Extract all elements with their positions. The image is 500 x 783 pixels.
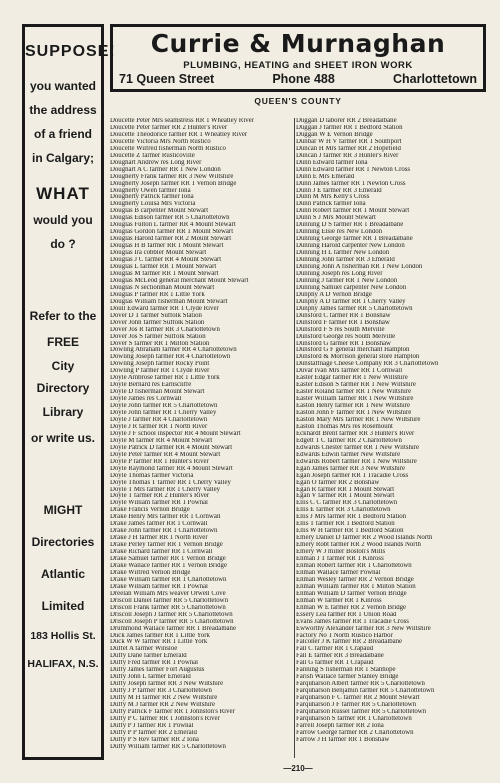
directory-entry: Doucette Peter Mrs seamstress RR 1 Wheatley River: [110, 118, 254, 124]
sidebar-line: Atlantic: [40, 567, 85, 581]
directory-entry: Easter Roland farmer RR 1 New Wiltshire: [296, 389, 412, 396]
directory-entry: Dover Jos R farmer RR 3 Charlottetown: [110, 326, 220, 333]
directory-entry: Dunning J farmer RR 1 New London: [296, 277, 398, 284]
directory-entry: Doughart A C farmer RR 1 New London: [110, 166, 221, 173]
directory-entry: Emery Daniel D farmer RR 2 Wood Islands North: [296, 535, 433, 542]
directory-entry: Dunphy James farmer RR 5 Charlottetown: [296, 305, 413, 312]
directory-entry: Douglas L farmer RR 1 Mount Stewart: [110, 264, 217, 271]
directory-entry: Doyle D fisherman Mount Stewart: [110, 389, 205, 396]
directory-entry: Easter William farmer RR 1 New Wiltshire: [296, 396, 414, 403]
directory-entry: Douglas N sectionman Mount Stewart: [110, 284, 215, 291]
sidebar-line: Library: [42, 405, 84, 419]
directory-entry: Douglas McLeod general merchant Mount Stewart: [110, 277, 249, 284]
banner-city: Charlottetown: [392, 72, 477, 86]
directory-entry: Emery W J miller Boston's Mills: [296, 549, 386, 556]
directory-entry: Edgett T C farmer RR 2 Charlottetown: [296, 437, 402, 444]
directory-entry: Doyle Thomas farmer Victoria: [110, 472, 194, 479]
directory-entry: Driscoll Joseph P farmer RR 5 Charlottetown: [110, 618, 234, 625]
directory-entry: Dunsford G farmer RR 1 Bonshaw: [296, 340, 391, 347]
sidebar-advertisement: [22, 24, 116, 760]
directory-entry: Doyle J farmer RR 4 Charlottetown: [110, 416, 208, 423]
banner-phone: Phone 488: [272, 72, 335, 86]
directory-entry: Drake John farmer RR 1 Charlottetown: [110, 528, 218, 535]
directory-entry: Enman Robert farmer RR 1 Charlottetown: [296, 563, 412, 569]
directory-entry: Farrow George farmer RR 2 Charlottetown: [296, 729, 414, 736]
directory-entry: Duffy P J farmer RR 1 Pownal: [110, 722, 194, 729]
column-divider: [294, 118, 295, 758]
directory-entry: Enman W farmer RR 1 Kinross: [296, 597, 382, 604]
directory-entry: Doucette Wilfred fisherman North Rustico: [110, 145, 226, 152]
directory-entry: Driscoll Joseph J farmer RR 5 Charlottetown: [110, 611, 233, 618]
directory-entry: Egan V farmer RR 1 Mount Stewart: [296, 493, 395, 500]
directory-entry: Dowling P farmer RR 1 Clyde River: [110, 368, 210, 375]
directory-entry: Easton Thomas Mrs res Rosemount: [296, 423, 393, 430]
directory-entry: Dunsford F farmer RR 1 Bonshaw: [296, 319, 390, 326]
directory-entry: Dunsford C farmer RR 1 Bonshaw: [296, 312, 391, 319]
directory-entry: Duffy Fred farmer RR 1 Pownal: [110, 660, 199, 667]
directory-entry: Duffy Joseph farmer RR 3 New Wiltshire: [110, 681, 224, 688]
directory-entry: Farquharson Albert farmer RR 5 Charlottetown: [296, 681, 425, 688]
directory-entry: Edwards Edwin farmer New Wiltshire: [296, 451, 401, 458]
directory-entry: Easter Edgar farmer RR 1 New Wiltshire: [296, 375, 408, 382]
directory-entry: Dunsford G F general merchant Hampton: [296, 347, 410, 354]
directory-entry: Dunn Patrick farmer Iona: [296, 201, 366, 208]
banner-title: Currie & Murnaghan: [150, 29, 446, 58]
banner-contact-row: [119, 72, 477, 86]
directory-entry: Egan O farmer RR 2 Bonshaw: [296, 479, 380, 486]
directory-entry: Douglas B carpenter Mount Stewart: [110, 208, 209, 215]
directory-entry: Farrell Joseph farmer RR 2 Iona: [296, 722, 384, 729]
directory-entry: Doyle John farmer RR 1 Cherry Valley: [110, 410, 217, 417]
directory-entry: Douglas Ira cobbler Mount Stewart: [110, 250, 207, 257]
directory-entry: Enman J T farmer RR 1 Kinross: [296, 556, 384, 563]
directory-entry: Farrow J H farmer RR 1 Bonshaw: [296, 736, 390, 743]
directory-entry: Edwards Robert farmer RR 1 New Wiltshire: [296, 458, 417, 465]
sidebar-line: WHAT: [36, 184, 90, 203]
directory-entry: Douglas P farmer RR 1 Little York: [110, 291, 205, 298]
directory-entry: Drake Wilfred Vernon Bridge: [110, 569, 191, 576]
directory-entry: Dunphy A D Vernon Bridge: [296, 291, 372, 298]
directory-entry: Dunning D S farmer RR 1 Breadalbane: [296, 222, 404, 229]
directory-entry: Dougherty Louisa Mrs Victoria: [110, 201, 196, 208]
directory-entry: Doull Edward farmer RR 1 Clyde River: [110, 305, 219, 312]
sidebar-line: HALIFAX, N.S.: [27, 658, 99, 670]
directory-entry: Duffy P S Rev farmer RR 2 Iona: [110, 736, 199, 743]
directory-entry: Dover Jos S farmer Suffolk Station: [110, 333, 206, 340]
directory-entry: Doyle Thomas T farmer RR 1 Cherry Valley: [110, 479, 231, 486]
directory-entry: Douglas M farmer RR 1 Mount Stewart: [110, 270, 219, 277]
directory-entry: Douglas Gordon farmer RR 1 Mount Stewart: [110, 229, 234, 236]
directory-entry: Dunning Joseph res Long River: [296, 270, 383, 277]
sidebar-line: do ?: [50, 237, 76, 251]
directory-entry: Douglas H B farmer RR 1 Mount Stewart: [110, 243, 224, 250]
directory-entry: Falconer J K farmer RR 2 Breadalbane: [296, 639, 403, 646]
directory-entry: Easton John F farmer RR 1 New Wiltshire: [296, 410, 412, 417]
directory-entry: Easton Mary Mrs farmer RR 1 New Wiltshire: [296, 416, 421, 423]
directory-entry: Drake Samuel farmer RR 1 Vernon Bridge: [110, 556, 226, 563]
directory-entry: Easton Henry farmer RR 1 New Wiltshire: [296, 403, 410, 410]
directory-entry: Farquharson Benjamin farmer RR 5 Charlottetown: [296, 688, 435, 695]
directory-entry: Easter Edison S farmer RR 1 New Wiltshire: [296, 382, 416, 389]
directory-entry: Duffy Dane farmer Emerald: [110, 653, 187, 660]
directory-entry: Dunsford F S res South Melville: [296, 326, 385, 333]
directory-entry: Doyle James res Cornwall: [110, 396, 182, 403]
directory-entry: Dunn Edward farmer RR 1 Newton Cross: [296, 166, 411, 173]
directory-entry: Drake Francis Vernon Bridge: [110, 507, 190, 514]
directory-entry: Doyle Patrick D farmer RR 4 Mount Stewart: [110, 444, 233, 451]
directory-entry: Duffy James farmer Fort Augustus: [110, 667, 205, 674]
directory-entry: Doughart Andrew res Long River: [110, 159, 202, 166]
directory-entry: Dunning John A fisherman RR 1 New London: [296, 264, 423, 271]
directory-entry: Driscoll Frank farmer RR 5 Charlottetown: [110, 604, 226, 611]
directory-entry: Drake Richard farmer RR 1 Cornwall: [110, 549, 213, 556]
directory-entry: Duffy P C farmer RR 1 Johnston's River: [110, 715, 220, 722]
directory-entry: Dunn J E farmer RR 3 Emerald: [296, 187, 382, 194]
directory-entry: Dunn S J Mrs Mount Stewart: [296, 215, 376, 222]
directory-entry: Duffy William farmer RR 5 Charlottetown: [110, 743, 226, 750]
directory-entry: Enman William farmer RR 1 Milton Station: [296, 583, 416, 590]
directory-entry: Dougherty Owen farmer Iona: [110, 187, 191, 194]
sidebar-line: the address: [29, 103, 97, 117]
directory-entry: Dunn E Mrs Emerald: [296, 173, 355, 180]
directory-entry: Doucette Peter farmer RR 2 Hunter's River: [110, 124, 228, 131]
directory-entry: Ellis T farmer RR 1 Bedford Station: [296, 521, 395, 528]
directory-entry: Dunning Samuel carpenter New London: [296, 284, 407, 291]
sidebar-line: or write us.: [30, 431, 95, 445]
directory-entry: Enman William D farmer Vernon Bridge: [296, 590, 407, 597]
directory-entry: Duncan H Mrs farmer RR 2 Hopefield: [296, 145, 401, 152]
directory-entry: Egan Joseph farmer RR 1 Tracadie Cross: [296, 472, 409, 479]
directory-entry: Duffy P P farmer RR 2 Emerald: [110, 729, 197, 736]
sidebar-line: MIGHT: [43, 503, 83, 517]
directory-entry: Ellis W H farmer RR 1 Bedford Station: [296, 528, 404, 535]
directory-entry: Doyle P farmer RR 1 Hunter's River: [110, 458, 209, 465]
directory-entry: Doyle T farmer RR 2 Hunter's River: [110, 493, 210, 500]
county-heading: QUEEN'S COUNTY: [254, 96, 342, 106]
directory-entry: Dunning Harold carpenter New London: [296, 243, 405, 250]
directory-entry: Fall G farmer RR 1 Crapaud: [296, 660, 374, 667]
directory-entry: Duffy Patrick F farmer RR 1 Johnston's River: [110, 709, 235, 716]
directory-entry: Drake James farmer RR 1 Cornwall: [110, 521, 208, 528]
directory-entry: Fanning S fisherman RR 1 Stanhope: [296, 667, 396, 674]
directory-entry: Doyle Raymond farmer RR 4 Mount Stewart: [110, 465, 233, 472]
directory-entry: Dougherty Frank farmer RR 3 New Wiltshire: [110, 173, 234, 180]
directory-entry: Dunn Edward farmer Iona: [296, 159, 368, 166]
sidebar-line: Directories: [31, 535, 95, 549]
directory-entry: Fall C farmer RR 1 Crapaud: [296, 646, 374, 653]
directory-entry: Farquharson J F farmer RR 5 Charlottetown: [296, 702, 417, 709]
directory-entry: Factory No 1 North Rustico Harbor: [296, 632, 393, 639]
directory-entry: Doyle John farmer RR 5 Charlottetown: [110, 403, 218, 410]
directory-entry: Dougherty Patrick farmer Iona: [110, 194, 194, 201]
sidebar-line: 183 Hollis St.: [30, 630, 96, 642]
directory-entry: Dowling Joseph farmer RR 4 Charlottetown: [110, 354, 231, 361]
directory-entry: Dowling Joseph farmer Rocky Point: [110, 361, 210, 368]
directory-entry: Farish Wallace farmer Stanley Bridge: [296, 674, 399, 681]
directory-entry: Doucette Theodorice farmer RR 1 Wheatley River: [110, 131, 248, 138]
sidebar-line: Refer to the: [29, 309, 97, 323]
directory-entry: Dunstaffnage Cheese Company RR 3 Charlottetown: [296, 361, 439, 368]
directory-entry: Doyle M farmer RR 4 Mount Stewart: [110, 437, 213, 444]
directory-entry: Duggan W E Vernon Bridge: [296, 131, 373, 138]
sidebar-line: would you: [33, 213, 93, 227]
directory-entry: Doyle Ambrose farmer RR 1 Little York: [110, 375, 220, 382]
directory-entry: Duggan D laborer RR 2 Breadalbane: [296, 118, 397, 124]
directory-entry: Duncan J farmer RR 3 Hunter's River: [296, 152, 399, 159]
banner-subtitle: PLUMBING, HEATING and SHEET IRON WORK: [183, 60, 413, 71]
directory-entry: Drummond Wallace farmer RR 1 Breadalbane: [110, 625, 236, 632]
directory-entry: Duffy M J farmer RR 2 New Wiltshire: [110, 702, 215, 709]
directory-entry: Egan James farmer RR 3 New Wiltshire: [296, 465, 406, 472]
directory-entry: Duffy John L farmer Emerald: [110, 674, 191, 681]
sidebar-headline: SUPPOSE!: [25, 43, 116, 60]
directory-entry: Douglas J C farmer RR 4 Mount Stewart: [110, 257, 222, 264]
directory-entry: Doyle William farmer RR 1 Pownal: [110, 500, 208, 507]
directory-entry: Dunning H L farmer New London: [296, 250, 390, 257]
directory-entry: Doyle Peter farmer RR 4 Mount Stewart: [110, 451, 221, 458]
directory-entry: Dunn Robert farmer RR 1 Mount Stewart: [296, 208, 410, 215]
directory-entry: Dover John farmer Suffolk Station: [110, 319, 205, 326]
directory-entry: Drake William farmer RR 1 Pownal: [110, 583, 208, 590]
directory-entry: Drake Wallace farmer RR 1 Vernon Bridge: [110, 563, 227, 569]
directory-entry: Dougherty Joseph farmer RR 1 Vernon Bridge: [110, 180, 237, 187]
directory-entry: Farquharson S farmer RR 1 Charlottetown: [296, 715, 412, 722]
directory-entry: Farquharson Russel farmer RR 5 Charlottetown: [296, 709, 427, 716]
sidebar-line: Limited: [41, 599, 85, 613]
directory-entry: Driscoll Daniel farmer RR 5 Charlottetown: [110, 597, 228, 604]
directory-entry: Dunsford & Morrison general store Hampton: [296, 354, 420, 361]
directory-entry: Enman W E farmer RR 2 Vernon Bridge: [296, 604, 407, 611]
directory-entry: Douglas Harold farmer RR 2 Mount Stewart: [110, 236, 232, 243]
directory-entry: Dunphy A D farmer RR 1 Cherry Valley: [296, 298, 406, 305]
directory-entry: Farquharson F C farmer RR 2 Mount Stewart: [296, 695, 420, 702]
directory-entry: Duck James farmer RR 1 Little York: [110, 632, 210, 639]
directory-entry: Enman Wesley farmer RR 2 Vernon Bridge: [296, 576, 414, 583]
directory-entry: Doucette Victoria Mrs North Rustico: [110, 138, 211, 145]
page-number: —210—: [283, 764, 313, 773]
directory-entry: Doucette Z farmer Rusticoville: [110, 152, 195, 159]
directory-column-right: [296, 118, 486, 744]
directory-entry: Drake J H farmer RR 1 North River: [110, 535, 208, 542]
banner-address: 71 Queen Street: [119, 72, 215, 86]
directory-entry: Dover D T farmer Suffolk Station: [110, 312, 202, 319]
directory-entry: Dunn M Mrs Kelly's Cross: [296, 194, 370, 201]
directory-entry: Dowling Abraham farmer RR 4 Charlottetown: [110, 347, 237, 354]
directory-entry: Doyle Bernard res Earnscliffe: [110, 382, 192, 389]
directory-entry: Evans James farmer RR 1 Tracadie Cross: [296, 618, 409, 625]
directory-entry: Dunbar W H V farmer RR 1 Southport: [296, 138, 402, 145]
directory-entry: Douglas Edison farmer RR 5 Charlottetown: [110, 215, 230, 222]
directory-entry: Douglas William fisherman Mount Stewart: [110, 298, 228, 305]
directory-entry: Doyle J R farmer RR 1 North River: [110, 423, 208, 430]
directory-entry: Dunsford George res South Melville: [296, 333, 396, 340]
banner-advertisement: [110, 24, 486, 92]
directory-entry: Duffy J P farmer RR 3 Charlottetown: [110, 688, 212, 695]
sidebar-line: you wanted: [29, 79, 96, 93]
directory-entry: Edwards Chester farmer RR 1 New Wiltshire: [296, 444, 420, 451]
directory-entry: Dunning Elsie res New London: [296, 229, 383, 236]
directory-entry: Ellis E farmer RR 3 Charlottetown: [296, 507, 391, 514]
directory-entry: Dover S farmer RR 1 Milton Station: [110, 340, 210, 347]
directory-entry: Drake Henry Mrs farmer RR 1 Cornwall: [110, 514, 221, 521]
directory-entry: Fall E farmer RR 3 Breadalbane: [296, 653, 384, 660]
directory-entry: Dunning John farmer RR 3 Emerald: [296, 257, 395, 264]
directory-entry: Enman Wallace farmer Pownal: [296, 569, 381, 576]
directory-entry: Ewworthy Alexander farmer RR 3 New Wiltshire: [296, 625, 431, 632]
directory-entry: Dunn James farmer RR 1 Newton Cross: [296, 180, 406, 187]
directory-column-left: [110, 118, 300, 751]
directory-entry: Dreelan William Mrs weaver Orwell Cove: [110, 590, 226, 597]
directory-entry: Duggan J farmer RR 1 Bedford Station: [296, 124, 403, 131]
sidebar-line: City: [51, 359, 75, 373]
directory-entry: Duffet A farmer Winsloe: [110, 646, 178, 653]
directory-entry: Drake William farmer RR 1 Charlottetown: [110, 576, 227, 583]
directory-entry: Eckhardt Brent farmer RR 3 Hunter's River: [296, 430, 415, 437]
directory-entry: Doyle J F school inspector RR 4 Mount Stewart: [110, 430, 241, 437]
directory-entry: Egan R farmer RR 1 Mount Stewart: [296, 486, 395, 493]
directory-entry: Duck W W farmer RR 1 Little York: [110, 639, 208, 646]
directory-entry: Dunning George farmer RR 1 Breadalbane: [296, 236, 413, 243]
sidebar-line: FREE: [46, 335, 79, 349]
directory-entry: Duvar Ivan Mrs farmer RR 1 Cornwall: [296, 368, 403, 375]
sidebar-line: in Calgary;: [31, 151, 94, 165]
sidebar-line: Directory: [36, 381, 90, 395]
directory-entry: Emery Robt farmer RR 2 Wood Islands North: [296, 542, 421, 549]
directory-entry: Doyle T Mrs farmer RR 1 Cherry Valley: [110, 486, 221, 493]
sidebar-line: of a friend: [33, 127, 92, 141]
directory-entry: Douglas Fulton L farmer RR 4 Mount Stewart: [110, 222, 236, 229]
directory-entry: Essery Lea farmer RR 1 Union Road: [296, 611, 397, 618]
directory-entry: Drake Perley farmer RR 1 Vernon Bridge: [110, 542, 223, 549]
directory-entry: Ellis J Mrs farmer RR 1 Bedford Station: [296, 514, 407, 521]
directory-entry: Duffy M H farmer RR 2 New Wiltshire: [110, 695, 218, 702]
directory-entry: Ellis C C farmer RR 3 Charlottetown: [296, 500, 398, 507]
